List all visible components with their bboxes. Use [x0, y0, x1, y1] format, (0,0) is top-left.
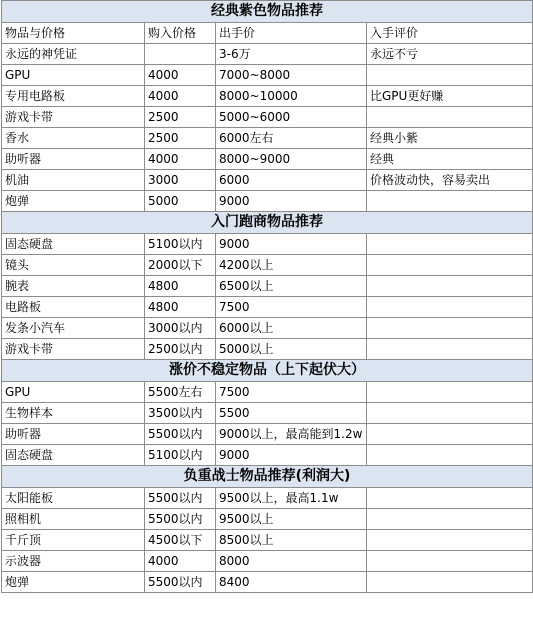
item-name-cell[interactable]: 炮弹: [2, 572, 145, 593]
item-name-cell[interactable]: 机油: [2, 170, 145, 191]
comment-cell[interactable]: [367, 551, 533, 572]
sell-price-cell[interactable]: 5000~6000: [216, 107, 367, 128]
table-row: [2, 339, 533, 360]
table-row: [2, 530, 533, 551]
buy-price-cell[interactable]: [145, 44, 216, 65]
comment-cell[interactable]: [367, 424, 533, 445]
sell-price-cell[interactable]: 7500: [216, 297, 367, 318]
comment-cell[interactable]: 价格波动快，容易卖出: [367, 170, 533, 191]
buy-price-cell[interactable]: 4000: [145, 149, 216, 170]
buy-price-cell[interactable]: 4000: [145, 65, 216, 86]
sell-price-cell[interactable]: 8000~10000: [216, 86, 367, 107]
table-row: [2, 297, 533, 318]
section-header-row: [2, 212, 533, 234]
item-name-cell[interactable]: 千斤顶: [2, 530, 145, 551]
item-name-cell[interactable]: 示波器: [2, 551, 145, 572]
buy-price-cell[interactable]: 5000: [145, 191, 216, 212]
item-name-cell[interactable]: 电路板: [2, 297, 145, 318]
comment-cell[interactable]: [367, 318, 533, 339]
table-row: [2, 128, 533, 149]
buy-price-cell[interactable]: 2000以下: [145, 255, 216, 276]
sell-price-cell[interactable]: 6000左右: [216, 128, 367, 149]
item-name-cell[interactable]: 炮弹: [2, 191, 145, 212]
sell-price-cell[interactable]: 9000: [216, 234, 367, 255]
sell-price-cell[interactable]: 出手价: [216, 23, 367, 44]
sell-price-cell[interactable]: 8000~9000: [216, 149, 367, 170]
item-name-cell[interactable]: 永远的神凭证: [2, 44, 145, 65]
buy-price-cell[interactable]: 2500: [145, 128, 216, 149]
item-name-cell[interactable]: 发条小汽车: [2, 318, 145, 339]
buy-price-cell[interactable]: 2500以内: [145, 339, 216, 360]
buy-price-cell[interactable]: 5500以内: [145, 509, 216, 530]
table-row: [2, 23, 533, 44]
table-row: [2, 445, 533, 466]
sell-price-cell[interactable]: 6500以上: [216, 276, 367, 297]
item-name-cell[interactable]: 游戏卡带: [2, 107, 145, 128]
buy-price-cell[interactable]: 5500以内: [145, 488, 216, 509]
table-row: [2, 318, 533, 339]
item-name-cell[interactable]: 专用电路板: [2, 86, 145, 107]
comment-cell[interactable]: 比GPU更好赚: [367, 86, 533, 107]
comment-cell[interactable]: [367, 191, 533, 212]
buy-price-cell[interactable]: 4000: [145, 551, 216, 572]
table-row: [2, 149, 533, 170]
buy-price-cell[interactable]: 2500: [145, 107, 216, 128]
table-row: [2, 551, 533, 572]
sell-price-cell[interactable]: 9000以上，最高能到1.2w: [216, 424, 367, 445]
buy-price-cell[interactable]: 5500以内: [145, 424, 216, 445]
table-row: [2, 509, 533, 530]
comment-cell[interactable]: [367, 509, 533, 530]
sell-price-cell[interactable]: 9500以上，最高1.1w: [216, 488, 367, 509]
comment-cell[interactable]: 经典: [367, 149, 533, 170]
buy-price-cell[interactable]: 4800: [145, 297, 216, 318]
buy-price-cell[interactable]: 5500左右: [145, 382, 216, 403]
table-row: [2, 107, 533, 128]
item-name-cell[interactable]: 照相机: [2, 509, 145, 530]
item-name-cell[interactable]: 镜头: [2, 255, 145, 276]
comment-cell[interactable]: [367, 403, 533, 424]
section-header-row: [2, 466, 533, 488]
item-name-cell[interactable]: 游戏卡带: [2, 339, 145, 360]
item-name-cell[interactable]: 物品与价格: [2, 23, 145, 44]
sell-price-cell[interactable]: 9000: [216, 191, 367, 212]
buy-price-cell[interactable]: 4800: [145, 276, 216, 297]
sell-price-cell[interactable]: 8500以上: [216, 530, 367, 551]
buy-price-cell[interactable]: 4500以下: [145, 530, 216, 551]
item-name-cell[interactable]: 助听器: [2, 424, 145, 445]
buy-price-cell[interactable]: 4000: [145, 86, 216, 107]
item-name-cell[interactable]: 腕表: [2, 276, 145, 297]
item-name-cell[interactable]: 固态硬盘: [2, 445, 145, 466]
sell-price-cell[interactable]: 3-6万: [216, 44, 367, 65]
sell-price-cell[interactable]: 8400: [216, 572, 367, 593]
buy-price-cell[interactable]: 购入价格: [145, 23, 216, 44]
item-name-cell[interactable]: 助听器: [2, 149, 145, 170]
comment-cell[interactable]: [367, 276, 533, 297]
table-row: [2, 44, 533, 65]
table-row: [2, 382, 533, 403]
buy-price-cell[interactable]: 5100以内: [145, 234, 216, 255]
comment-cell[interactable]: [367, 572, 533, 593]
item-name-cell[interactable]: 太阳能板: [2, 488, 145, 509]
sell-price-cell[interactable]: 7000~8000: [216, 65, 367, 86]
table-row: [2, 403, 533, 424]
comment-cell[interactable]: 入手评价: [367, 23, 533, 44]
buy-price-cell[interactable]: 3000以内: [145, 318, 216, 339]
section-header-row: [2, 1, 533, 23]
comment-cell[interactable]: [367, 255, 533, 276]
sell-price-cell[interactable]: 6000以上: [216, 318, 367, 339]
table-row: [2, 65, 533, 86]
sell-price-cell[interactable]: 6000: [216, 170, 367, 191]
item-name-cell[interactable]: 生物样本: [2, 403, 145, 424]
comment-cell[interactable]: [367, 445, 533, 466]
section-title[interactable]: 负重战士物品推荐(利润大): [2, 466, 533, 488]
sell-price-cell[interactable]: 7500: [216, 382, 367, 403]
item-recommendation-table: [1, 0, 533, 593]
comment-cell[interactable]: [367, 234, 533, 255]
buy-price-cell[interactable]: 5100以内: [145, 445, 216, 466]
table-row: [2, 191, 533, 212]
section-title[interactable]: 入门跑商物品推荐: [2, 212, 533, 234]
section-title[interactable]: 经典紫色物品推荐: [2, 1, 533, 23]
comment-cell[interactable]: [367, 65, 533, 86]
item-name-cell[interactable]: GPU: [2, 65, 145, 86]
comment-cell[interactable]: [367, 488, 533, 509]
section-title[interactable]: 涨价不稳定物品（上下起伏大）: [2, 360, 533, 382]
table-row: [2, 234, 533, 255]
item-name-cell[interactable]: 固态硬盘: [2, 234, 145, 255]
table-row: [2, 255, 533, 276]
buy-price-cell[interactable]: 5500以内: [145, 572, 216, 593]
comment-cell[interactable]: [367, 297, 533, 318]
comment-cell[interactable]: [367, 530, 533, 551]
comment-cell[interactable]: [367, 382, 533, 403]
table-row: [2, 170, 533, 191]
buy-price-cell[interactable]: 3000: [145, 170, 216, 191]
comment-cell[interactable]: [367, 107, 533, 128]
sell-price-cell[interactable]: 9500以上: [216, 509, 367, 530]
table-row: [2, 86, 533, 107]
buy-price-cell[interactable]: 3500以内: [145, 403, 216, 424]
sell-price-cell[interactable]: 4200以上: [216, 255, 367, 276]
item-name-cell[interactable]: 香水: [2, 128, 145, 149]
table-row: [2, 424, 533, 445]
section-header-row: [2, 360, 533, 382]
sell-price-cell[interactable]: 5500: [216, 403, 367, 424]
table-row: [2, 276, 533, 297]
item-name-cell[interactable]: GPU: [2, 382, 145, 403]
comment-cell[interactable]: [367, 339, 533, 360]
comment-cell[interactable]: 永远不亏: [367, 44, 533, 65]
table-row: [2, 572, 533, 593]
sell-price-cell[interactable]: 5000以上: [216, 339, 367, 360]
spreadsheet: [1, 0, 532, 593]
sell-price-cell[interactable]: 9000: [216, 445, 367, 466]
sell-price-cell[interactable]: 8000: [216, 551, 367, 572]
comment-cell[interactable]: 经典小紫: [367, 128, 533, 149]
table-row: [2, 488, 533, 509]
